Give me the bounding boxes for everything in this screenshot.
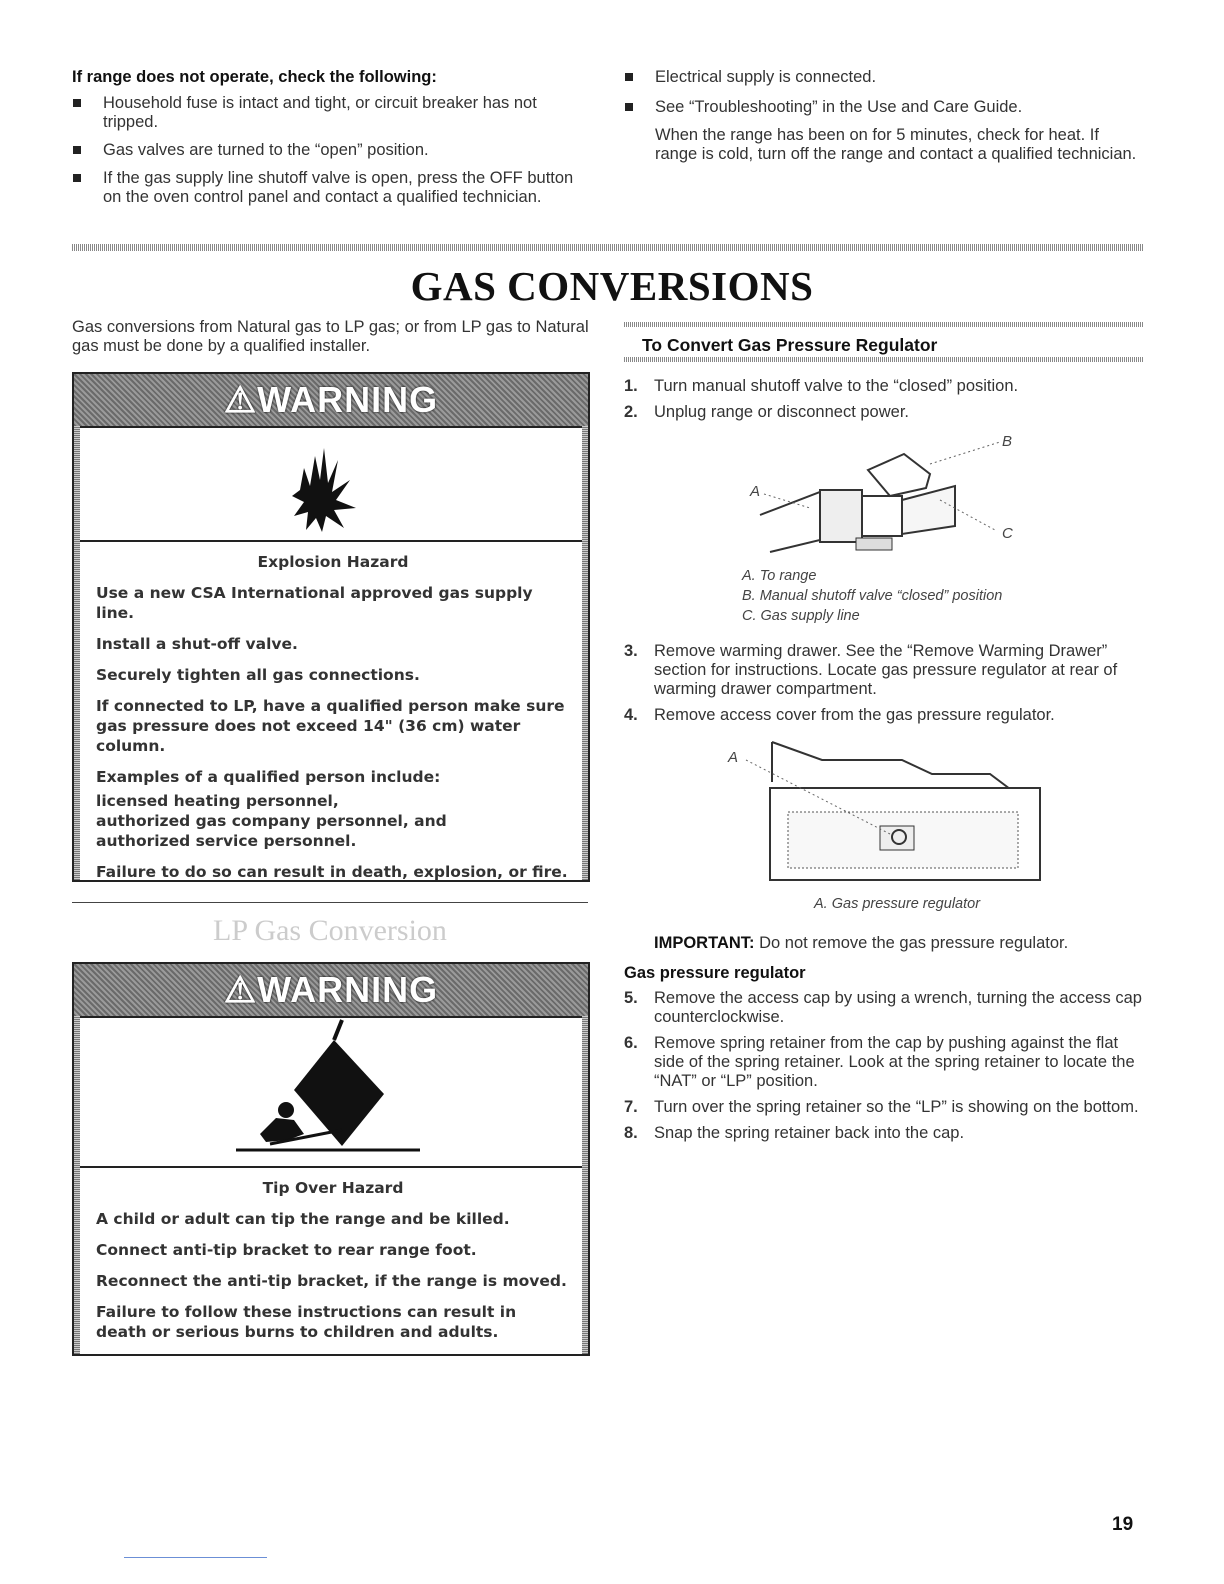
caption-line: A. To range bbox=[742, 568, 817, 584]
warning-line: Reconnect the anti-tip bracket, if the range is moved. bbox=[96, 1272, 567, 1290]
regulator-figure bbox=[722, 734, 1052, 890]
tipover-pictogram bbox=[80, 1016, 582, 1168]
top-left-column bbox=[72, 68, 592, 216]
example-item: authorized gas company personnel, and bbox=[96, 812, 447, 830]
steps-5-8 bbox=[624, 989, 1144, 1150]
warning-label: ⚠WARNING bbox=[223, 969, 439, 1010]
important-label: IMPORTANT: bbox=[654, 934, 755, 952]
shutoff-valve-figure bbox=[740, 430, 1040, 560]
warning-line: Failure to follow these instructions can result in death or serious burns to children and adults. bbox=[96, 1303, 517, 1341]
regulator-heading: To Convert Gas Pressure Regulator bbox=[642, 335, 938, 355]
intro-text: Gas conversions from Natural gas to LP gas; or from LP gas to Natural gas must be done by a qualified installer. bbox=[72, 318, 589, 355]
step-item: 2. Unplug range or disconnect power. bbox=[624, 403, 909, 421]
list-item: See “Troubleshooting” in the Use and Care Guide. bbox=[624, 98, 1144, 117]
warning-line: Connect anti-tip bracket to rear range foot. bbox=[96, 1241, 477, 1259]
warning-header bbox=[74, 964, 588, 1016]
section-divider bbox=[72, 244, 1144, 251]
check-list bbox=[72, 94, 592, 207]
warning-failure: Failure to do so can result in death, explosion, or fire. bbox=[96, 863, 568, 881]
step-item: 3. Remove warming drawer. See the “Remove Warming Drawer” section for instructions. Locate gas pressure regulator at rear of warming drawer compartment. bbox=[624, 642, 1118, 698]
list-item: If the gas supply line shutoff valve is open, press the OFF button on the oven control panel and contact a qualified technician. bbox=[72, 169, 592, 207]
caption-line: B. Manual shutoff valve “closed” position bbox=[742, 588, 1003, 604]
check-list-right bbox=[624, 68, 1144, 117]
fig2-label-a: A bbox=[728, 749, 739, 766]
step-item: 6. Remove spring retainer from the cap by pushing against the flat side of the spring retainer. Look at the spring retainer to locate the “NAT” or “LP” position. bbox=[624, 1034, 1135, 1090]
warning-label: ⚠WARNING bbox=[223, 379, 439, 420]
list-item: Electrical supply is connected. bbox=[624, 68, 1144, 87]
regulator-subheading: Gas pressure regulator bbox=[624, 964, 806, 982]
tipover-icon bbox=[80, 1018, 580, 1166]
warning-line: Securely tighten all gas connections. bbox=[96, 666, 420, 684]
step-item: 7. Turn over the spring retainer so the “LP” is showing on the bottom. bbox=[624, 1098, 1139, 1116]
fig1-label-a: A bbox=[750, 483, 761, 500]
example-item: authorized service personnel. bbox=[96, 832, 357, 850]
subsection-rule-top bbox=[624, 322, 1144, 327]
heat-note: When the range has been on for 5 minutes, check for heat. If range is cold, turn off the range and contact a qualified technician. bbox=[655, 126, 1137, 163]
steps-1-2 bbox=[624, 377, 1144, 429]
warning-line: If connected to LP, have a qualified person make sure gas pressure does not exceed 14" (36 cm) water column. bbox=[96, 697, 565, 755]
explosion-warning-box bbox=[72, 372, 590, 882]
fig1-captions bbox=[742, 566, 1002, 626]
subsection-rule-bottom bbox=[624, 357, 1144, 362]
step-item: 8. Snap the spring retainer back into the cap. bbox=[624, 1124, 965, 1142]
hazard-title: Explosion Hazard bbox=[257, 553, 409, 571]
list-item: Gas valves are turned to the “open” position. bbox=[72, 141, 592, 160]
explosion-icon bbox=[80, 428, 580, 540]
page-number: 19 bbox=[1112, 1514, 1134, 1535]
warning-text bbox=[74, 542, 588, 901]
hazard-title: Tip Over Hazard bbox=[262, 1179, 404, 1197]
important-note bbox=[654, 934, 1144, 953]
fig1-label-b: B bbox=[1002, 433, 1013, 450]
step-item: 4. Remove access cover from the gas pressure regulator. bbox=[624, 706, 1055, 724]
page-title: GAS CONVERSIONS bbox=[410, 263, 814, 309]
warning-line: Use a new CSA International approved gas supply line. bbox=[96, 584, 533, 622]
check-heading: If range does not operate, check the following: bbox=[72, 68, 437, 86]
lp-heading: LP Gas Conversion bbox=[213, 914, 447, 947]
explosion-pictogram bbox=[80, 426, 582, 542]
footer-rule bbox=[124, 1557, 267, 1558]
warning-line: Install a shut-off valve. bbox=[96, 635, 298, 653]
fig1-label-c: C bbox=[1002, 525, 1013, 542]
top-right-column bbox=[624, 68, 1144, 164]
caption-line: C. Gas supply line bbox=[742, 608, 860, 624]
tipover-warning-box bbox=[72, 962, 590, 1356]
warning-text bbox=[74, 1168, 588, 1361]
examples-heading: Examples of a qualified person include: bbox=[96, 768, 441, 786]
step-item: 5. Remove the access cap by using a wrench, turning the access cap counterclockwise. bbox=[624, 989, 1142, 1026]
steps-3-4 bbox=[624, 642, 1144, 732]
lp-divider bbox=[72, 902, 588, 903]
list-item: Household fuse is intact and tight, or circuit breaker has not tripped. bbox=[72, 94, 592, 132]
step-item: 1. Turn manual shutoff valve to the “closed” position. bbox=[624, 377, 1019, 395]
warning-header bbox=[74, 374, 588, 426]
warning-line: A child or adult can tip the range and be killed. bbox=[96, 1210, 510, 1228]
example-item: licensed heating personnel, bbox=[96, 792, 339, 810]
fig2-caption: A. Gas pressure regulator bbox=[814, 896, 981, 912]
important-text: Do not remove the gas pressure regulator. bbox=[754, 934, 1069, 952]
